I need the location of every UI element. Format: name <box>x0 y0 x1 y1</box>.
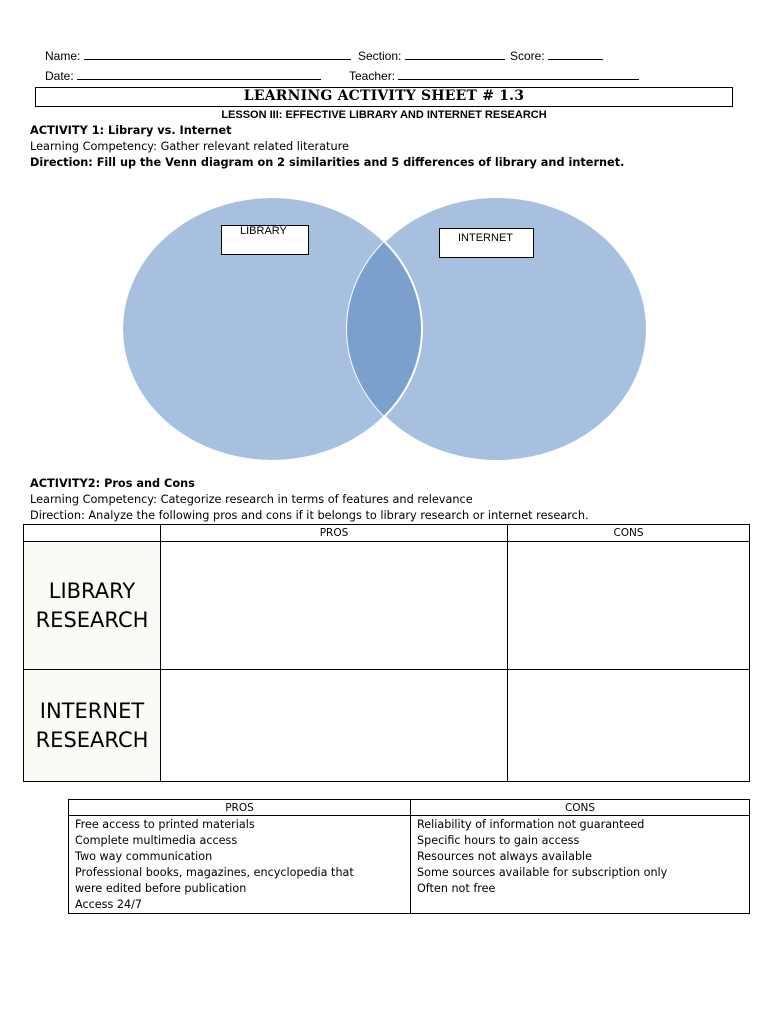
list-item: Free access to printed materials <box>75 818 255 831</box>
library-pros-cell[interactable] <box>161 542 508 670</box>
list-item: Some sources available for subscription only <box>417 866 668 879</box>
list-item: Resources not always available <box>417 850 593 863</box>
list-item: Complete multimedia access <box>75 834 238 847</box>
activity1-heading: ACTIVITY 1: Library vs. Internet <box>30 124 232 137</box>
internet-label: INTERNET <box>458 232 513 244</box>
activity2-competency: Learning Competency: Categorize research in terms of features and relevance <box>30 493 473 506</box>
date-field[interactable] <box>45 68 321 83</box>
score-field[interactable] <box>510 48 603 63</box>
word-bank-table <box>68 799 750 914</box>
table-row <box>24 670 750 782</box>
bank-cons-cell <box>411 816 750 914</box>
section-label: Section: <box>358 49 402 63</box>
list-item: Two way communication <box>75 850 213 863</box>
activity2-direction: Direction: Analyze the following pros and cons if it belongs to library research or internet research. <box>30 509 589 522</box>
internet-row-line1: INTERNET <box>39 698 145 723</box>
name-label: Name: <box>45 49 81 63</box>
activity2-heading: ACTIVITY2: Pros and Cons <box>30 477 195 490</box>
name-field[interactable] <box>45 48 351 63</box>
internet-row-line2: RESEARCH <box>35 727 149 752</box>
teacher-field[interactable] <box>349 68 639 83</box>
pros-list <box>75 817 410 913</box>
cons-column-header: CONS <box>508 525 750 542</box>
venn-diagram <box>0 180 768 480</box>
date-blank[interactable] <box>77 68 321 80</box>
lesson-title: LESSON III: EFFECTIVE LIBRARY AND INTERNET RESEARCH <box>221 109 547 121</box>
internet-label-box[interactable] <box>439 228 534 258</box>
list-item: Often not free <box>417 882 496 895</box>
internet-cons-cell[interactable] <box>508 670 750 782</box>
teacher-label: Teacher: <box>349 69 396 83</box>
section-field[interactable] <box>358 48 505 63</box>
library-label-box[interactable] <box>221 225 309 255</box>
name-blank[interactable] <box>84 48 351 60</box>
library-row-line1: LIBRARY <box>48 578 136 603</box>
pros-column-header: PROS <box>161 525 508 542</box>
list-item: Access 24/7 <box>75 898 142 911</box>
bank-cons-header: CONS <box>411 800 750 816</box>
score-label: Score: <box>510 49 545 63</box>
score-blank[interactable] <box>548 48 603 60</box>
internet-research-row-label <box>24 670 161 782</box>
library-research-row-label <box>24 542 161 670</box>
classification-table <box>23 524 750 782</box>
list-item: Reliability of information not guaranteed <box>417 818 645 831</box>
bank-pros-cell <box>69 816 411 914</box>
list-item: Professional books, magazines, encyclopedia that <box>75 866 354 879</box>
table-corner-cell <box>24 525 161 542</box>
library-label: LIBRARY <box>240 225 287 237</box>
section-blank[interactable] <box>405 48 505 60</box>
cons-list <box>417 817 749 897</box>
activity1-competency: Learning Competency: Gather relevant related literature <box>30 140 349 153</box>
internet-pros-cell[interactable] <box>161 670 508 782</box>
teacher-blank[interactable] <box>398 68 639 80</box>
page-title: LEARNING ACTIVITY SHEET # 1.3 <box>243 88 525 104</box>
library-row-line2: RESEARCH <box>35 607 149 632</box>
table-row <box>24 542 750 670</box>
date-label: Date: <box>45 69 74 83</box>
bank-pros-header: PROS <box>69 800 411 816</box>
library-cons-cell[interactable] <box>508 542 750 670</box>
activity1-direction: Direction: Fill up the Venn diagram on 2 similarities and 5 differences of library and internet. <box>30 156 625 169</box>
list-item: Specific hours to gain access <box>417 834 580 847</box>
list-item: were edited before publication <box>75 882 247 895</box>
